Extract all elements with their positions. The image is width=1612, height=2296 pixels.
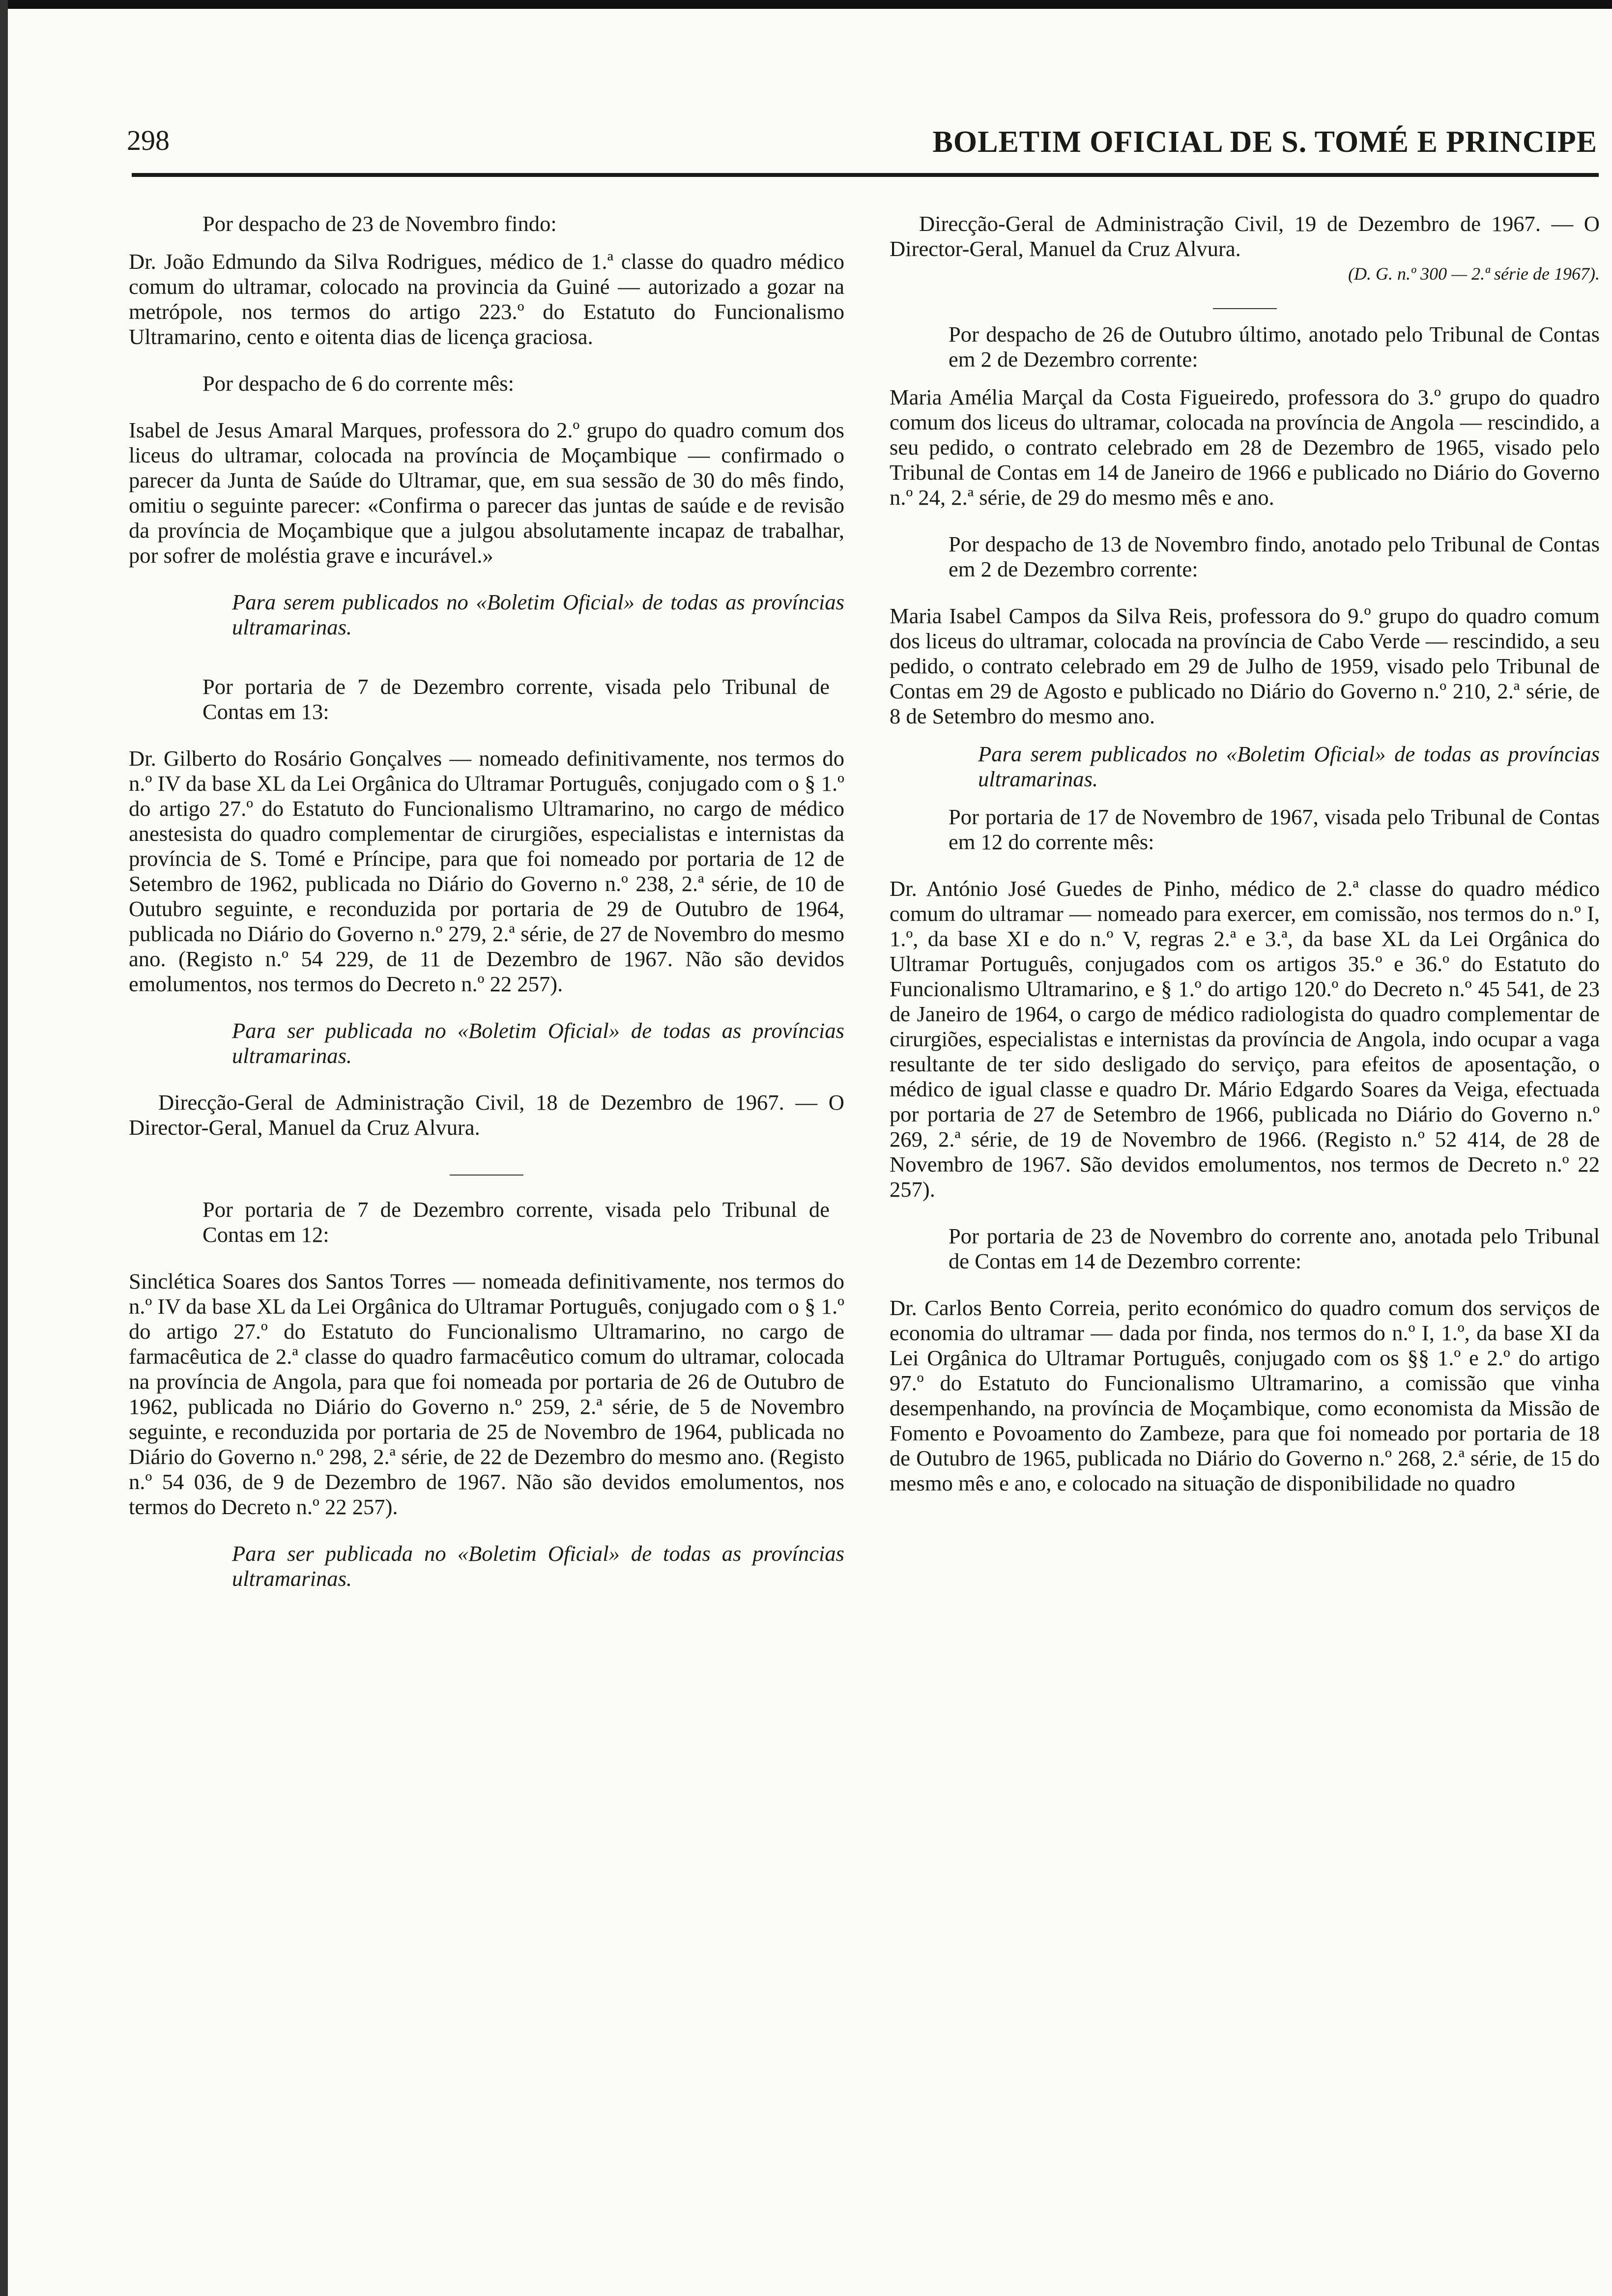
header-rule bbox=[132, 173, 1599, 177]
despacho-heading: Por despacho de 23 de Novembro findo: bbox=[202, 211, 557, 236]
signature-line: Direcção-Geral de Administração Civil, 18 de Dezembro de 1967. — O Director-Geral, Manuel da Cruz Alvura. bbox=[129, 1090, 844, 1140]
despacho-body: Maria Amélia Marçal da Costa Figueiredo, professora do 3.º grupo do quadro comum dos liceus do ultramar, colocada na província de Angola — rescindido, a seu pedido, o contrato celebrado em 28 de Dezembro de 1965, visado pelo Tribunal de Contas em 14 de Janeiro de 1966 e publicado no Diário do Governo n.º 24, 2.ª série, de 29 do mesmo mês e ano. bbox=[890, 385, 1600, 510]
scan-edge-left bbox=[0, 0, 8, 2296]
right-column bbox=[890, 211, 1600, 1496]
despacho-body: Isabel de Jesus Amaral Marques, professora do 2.º grupo do quadro comum dos liceus do ultramar, colocada na província de Moçambique — confirmado o parecer da Junta de Saúde do Ultramar, que, em sua sessão de 30 do mês findo, omitiu o seguinte parecer: «Confirma o parecer das juntas de saúde e de revisão da província de Moçambique que a julgou absolutamente incapaz de trabalhar, por sofrer de moléstia grave e incurável.» bbox=[129, 418, 844, 568]
publication-note: Para ser publicada no «Boletim Oficial» de todas as províncias ultramarinas. bbox=[232, 1541, 844, 1591]
despacho-body: Maria Isabel Campos da Silva Reis, professora do 9.º grupo do quadro comum dos liceus do ultramar, colocada na província de Cabo Verde — rescindido, a seu pedido, o contrato celebrado em 29 de Julho de 1959, visado pelo Tribunal de Contas em 29 de Agosto e publicado no Diário do Governo n.º 210, 2.ª série, de 8 de Setembro do mesmo ano. bbox=[890, 603, 1600, 728]
bulletin-title: BOLETIM OFICIAL DE S. TOMÉ E PRINCIPE bbox=[932, 125, 1597, 159]
signature-line: Direcção-Geral de Administração Civil, 19 de Dezembro de 1967. — O Director-Geral, Manuel da Cruz Alvura. bbox=[890, 211, 1600, 261]
publication-note: Para serem publicados no «Boletim Oficial» de todas as províncias ultramarinas. bbox=[978, 742, 1600, 791]
despacho-heading: Por despacho de 6 do corrente mês: bbox=[202, 371, 515, 396]
portaria-heading: Por portaria de 7 de Dezembro corrente, visada pelo Tribunal de Contas em 12: bbox=[202, 1197, 830, 1247]
despacho-heading: Por despacho de 26 de Outubro último, anotado pelo Tribunal de Contas em 2 de Dezembro corrente: bbox=[949, 322, 1600, 372]
portaria-body: Dr. Gilberto do Rosário Gonçalves — nomeado definitivamente, nos termos do n.º IV da base XL da Lei Orgânica do Ultramar Português, conjugado com o § 1.º do artigo 27.º do Estatuto do Funcionalismo Ultramarino, no cargo de médico anestesista do quadro complementar de cirurgiões, especialistas e internistas da província de S. Tomé e Príncipe, para que foi nomeado por portaria de 12 de Setembro de 1962, publicada no Diário do Governo n.º 238, 2.ª série, de 10 de Outubro seguinte, e reconduzida por portaria de 29 de Outubro de 1964, publicada no Diário do Governo n.º 279, 2.ª série, de 27 de Novembro do mesmo ano. (Registo n.º 54 229, de 11 de Dezembro de 1967. Não são devidos emolumentos, nos termos do Decreto n.º 22 257). bbox=[129, 746, 844, 996]
despacho-heading: Por despacho de 13 de Novembro findo, anotado pelo Tribunal de Contas em 2 de Dezembro corrente: bbox=[949, 532, 1600, 581]
portaria-body: Dr. António José Guedes de Pinho, médico de 2.ª classe do quadro médico comum do ultramar — nomeado para exercer, em comissão, nos termos do n.º I, 1.º, da base XI e do n.º V, regras 2.ª e 3.ª, da base XL da Lei Orgânica do Ultramar Português, conjugados com os artigos 35.º e 36.º do Estatuto do Funcionalismo Ultramarino, e § 1.º do artigo 120.º do Decreto n.º 45 541, de 23 de Janeiro de 1964, o cargo de médico radiologista do quadro complementar de cirurgiões, especialistas e internistas da província de Angola, indo ocupar a vaga resultante de ter sido desligado do serviço, para efeitos de aposentação, o médico de igual classe e quadro Dr. Mário Edgardo Soares da Veiga, efectuada por portaria de 27 de Setembro de 1966, publicada no Diário do Governo n.º 269, 2.ª série, de 19 de Novembro de 1966. (Registo n.º 52 414, de 28 de Novembro de 1967. São devidos emolumentos, nos termos de Decreto n.º 22 257). bbox=[890, 876, 1600, 1202]
scan-edge-top bbox=[0, 0, 1612, 9]
portaria-body: Sinclética Soares dos Santos Torres — nomeada definitivamente, nos termos do n.º IV da base XL da Lei Orgânica do Ultramar Português, conjugado com o § 1.º do artigo 27.º do Estatuto do Funcionalismo Ultramarino, no cargo de farmacêutica de 2.ª classe do quadro farmacêutico comum do ultramar, colocada na província de Angola, para que foi nomeada por portaria de 26 de Outubro de 1962, publicada no Diário do Governo n.º 259, 2.ª série, de 5 de Novembro seguinte, e reconduzida por portaria de 25 de Novembro de 1964, publicada no Diário do Governo n.º 298, 2.ª série, de 22 de Dezembro do mesmo ano. (Registo n.º 54 036, de 9 de Dezembro de 1967. Não são devidos emolumentos, nos termos do Decreto n.º 22 257). bbox=[129, 1269, 844, 1519]
portaria-heading: Por portaria de 23 de Novembro do corrente ano, anotada pelo Tribunal de Contas em 14 de Dezembro corrente: bbox=[949, 1224, 1600, 1273]
portaria-body: Dr. Carlos Bento Correia, perito económico do quadro comum dos serviços de economia do ultramar — dada por finda, nos termos do n.º I, 1.º, da base XI da Lei Orgânica do Ultramar Português, conjugado com os §§ 1.º e 2.º do artigo 97.º do Estatuto do Funcionalismo Ultramarino, a comissão que vinha desempenhando, na província de Moçambique, como economista da Missão de Fomento e Povoamento do Zambeze, para que foi nomeado por portaria de 18 de Outubro de 1965, publicada no Diário do Governo n.º 268, 2.ª série, de 15 do mesmo mês e ano, e colocado na situação de disponibilidade no quadro bbox=[890, 1295, 1600, 1495]
publication-note: Para ser publicada no «Boletim Oficial» de todas as províncias ultramarinas. bbox=[232, 1018, 844, 1068]
page-number: 298 bbox=[127, 124, 170, 156]
diario-reference: (D. G. n.º 300 — 2.ª série de 1967). bbox=[1348, 264, 1600, 284]
portaria-heading: Por portaria de 7 de Dezembro corrente, visada pelo Tribunal de Contas em 13: bbox=[202, 674, 830, 724]
left-column bbox=[129, 211, 844, 1591]
despacho-body: Dr. João Edmundo da Silva Rodrigues, médico de 1.ª classe do quadro médico comum do ultramar, colocado na provincia da Guiné — autorizado a gozar na metrópole, nos termos do artigo 223.º do Estatuto do Funcionalismo Ultramarino, cento e oitenta dias de licença graciosa. bbox=[129, 249, 844, 349]
portaria-heading: Por portaria de 17 de Novembro de 1967, visada pelo Tribunal de Contas em 12 do corrente mês: bbox=[949, 804, 1600, 854]
publication-note: Para serem publicados no «Boletim Oficial» de todas as províncias ultramarinas. bbox=[232, 590, 844, 639]
